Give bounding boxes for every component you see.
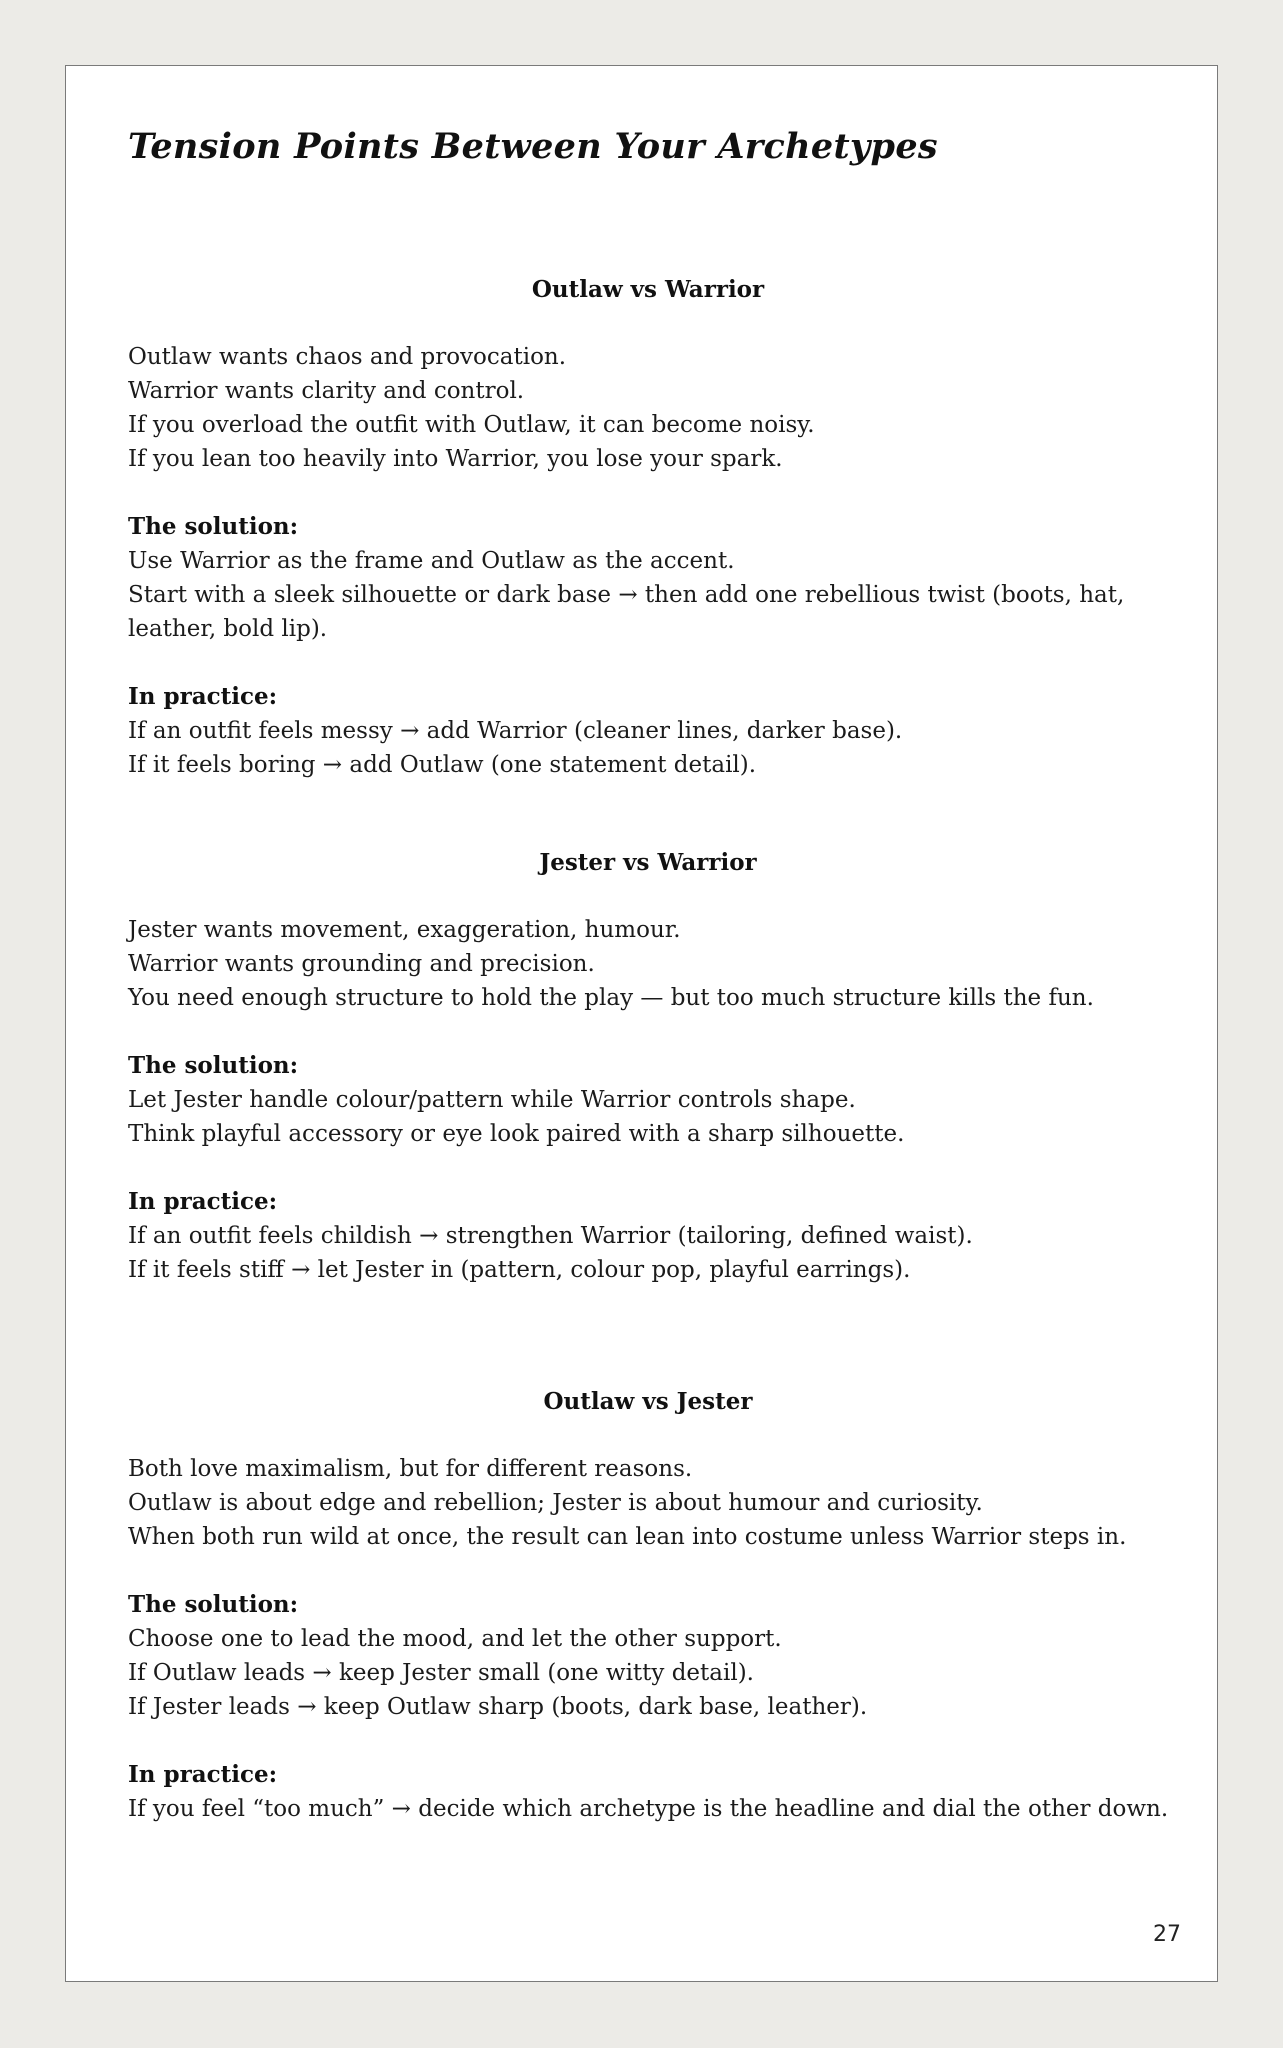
text-line: Use Warrior as the frame and Outlaw as the accent. xyxy=(128,548,735,574)
section-jester-vs-warrior xyxy=(128,846,1168,1287)
section-title: Jester vs Warrior xyxy=(539,849,757,876)
text-line: If you feel “too much” → decide which archetype is the headline and dial the other down. xyxy=(128,1796,1169,1822)
practice-block xyxy=(128,680,1168,782)
text-line: If it feels stiff → let Jester in (pattern, colour pop, playful earrings). xyxy=(128,1257,911,1283)
solution-label: The solution: xyxy=(128,1052,299,1079)
practice-label: In practice: xyxy=(128,683,278,710)
solution-block xyxy=(128,510,1168,646)
section-outlaw-vs-warrior xyxy=(128,273,1168,782)
text-line: When both run wild at once, the result can lean into costume unless Warrior steps in. xyxy=(128,1524,1127,1550)
document-page xyxy=(65,65,1218,1982)
section-intro xyxy=(128,340,1168,476)
text-line: If you lean too heavily into Warrior, you lose your spark. xyxy=(128,446,783,472)
practice-block xyxy=(128,1185,1168,1287)
page-title: Tension Points Between Your Archetypes xyxy=(128,126,938,167)
section-title: Outlaw vs Warrior xyxy=(531,276,765,303)
text-line: You need enough structure to hold the play — but too much structure kills the fun. xyxy=(128,985,1094,1011)
text-line: Both love maximalism, but for different reasons. xyxy=(128,1456,693,1482)
text-line: Let Jester handle colour/pattern while Warrior controls shape. xyxy=(128,1087,856,1113)
text-line: If an outfit feels messy → add Warrior (cleaner lines, darker base). xyxy=(128,718,903,744)
section-intro xyxy=(128,913,1168,1015)
solution-label: The solution: xyxy=(128,513,299,540)
text-line: Think playful accessory or eye look paired with a sharp silhouette. xyxy=(128,1121,905,1147)
text-line: Warrior wants grounding and precision. xyxy=(128,951,595,977)
practice-label: In practice: xyxy=(128,1761,278,1788)
text-line: Warrior wants clarity and control. xyxy=(128,378,525,404)
text-line: Outlaw wants chaos and provocation. xyxy=(128,344,567,370)
section-title: Outlaw vs Jester xyxy=(543,1388,753,1415)
solution-block xyxy=(128,1049,1168,1151)
text-line: Outlaw is about edge and rebellion; Jester is about humour and curiosity. xyxy=(128,1490,983,1516)
practice-label: In practice: xyxy=(128,1188,278,1215)
text-line: Choose one to lead the mood, and let the other support. xyxy=(128,1626,782,1652)
text-line: If Jester leads → keep Outlaw sharp (boots, dark base, leather). xyxy=(128,1694,868,1720)
text-line: If an outfit feels childish → strengthen Warrior (tailoring, defined waist). xyxy=(128,1223,973,1249)
text-line: If Outlaw leads → keep Jester small (one witty detail). xyxy=(128,1660,754,1686)
page-number: 27 xyxy=(1153,1922,1181,1947)
practice-block xyxy=(128,1758,1168,1826)
text-line: Start with a sleek silhouette or dark base → then add one rebellious twist (boots, hat, leather, bold lip). xyxy=(128,582,1125,642)
text-line: Jester wants movement, exaggeration, humour. xyxy=(128,917,681,943)
solution-block xyxy=(128,1588,1168,1724)
text-line: If it feels boring → add Outlaw (one statement detail). xyxy=(128,752,757,778)
solution-label: The solution: xyxy=(128,1591,299,1618)
section-outlaw-vs-jester xyxy=(128,1385,1168,1826)
section-intro xyxy=(128,1452,1168,1554)
text-line: If you overload the outfit with Outlaw, it can become noisy. xyxy=(128,412,815,438)
